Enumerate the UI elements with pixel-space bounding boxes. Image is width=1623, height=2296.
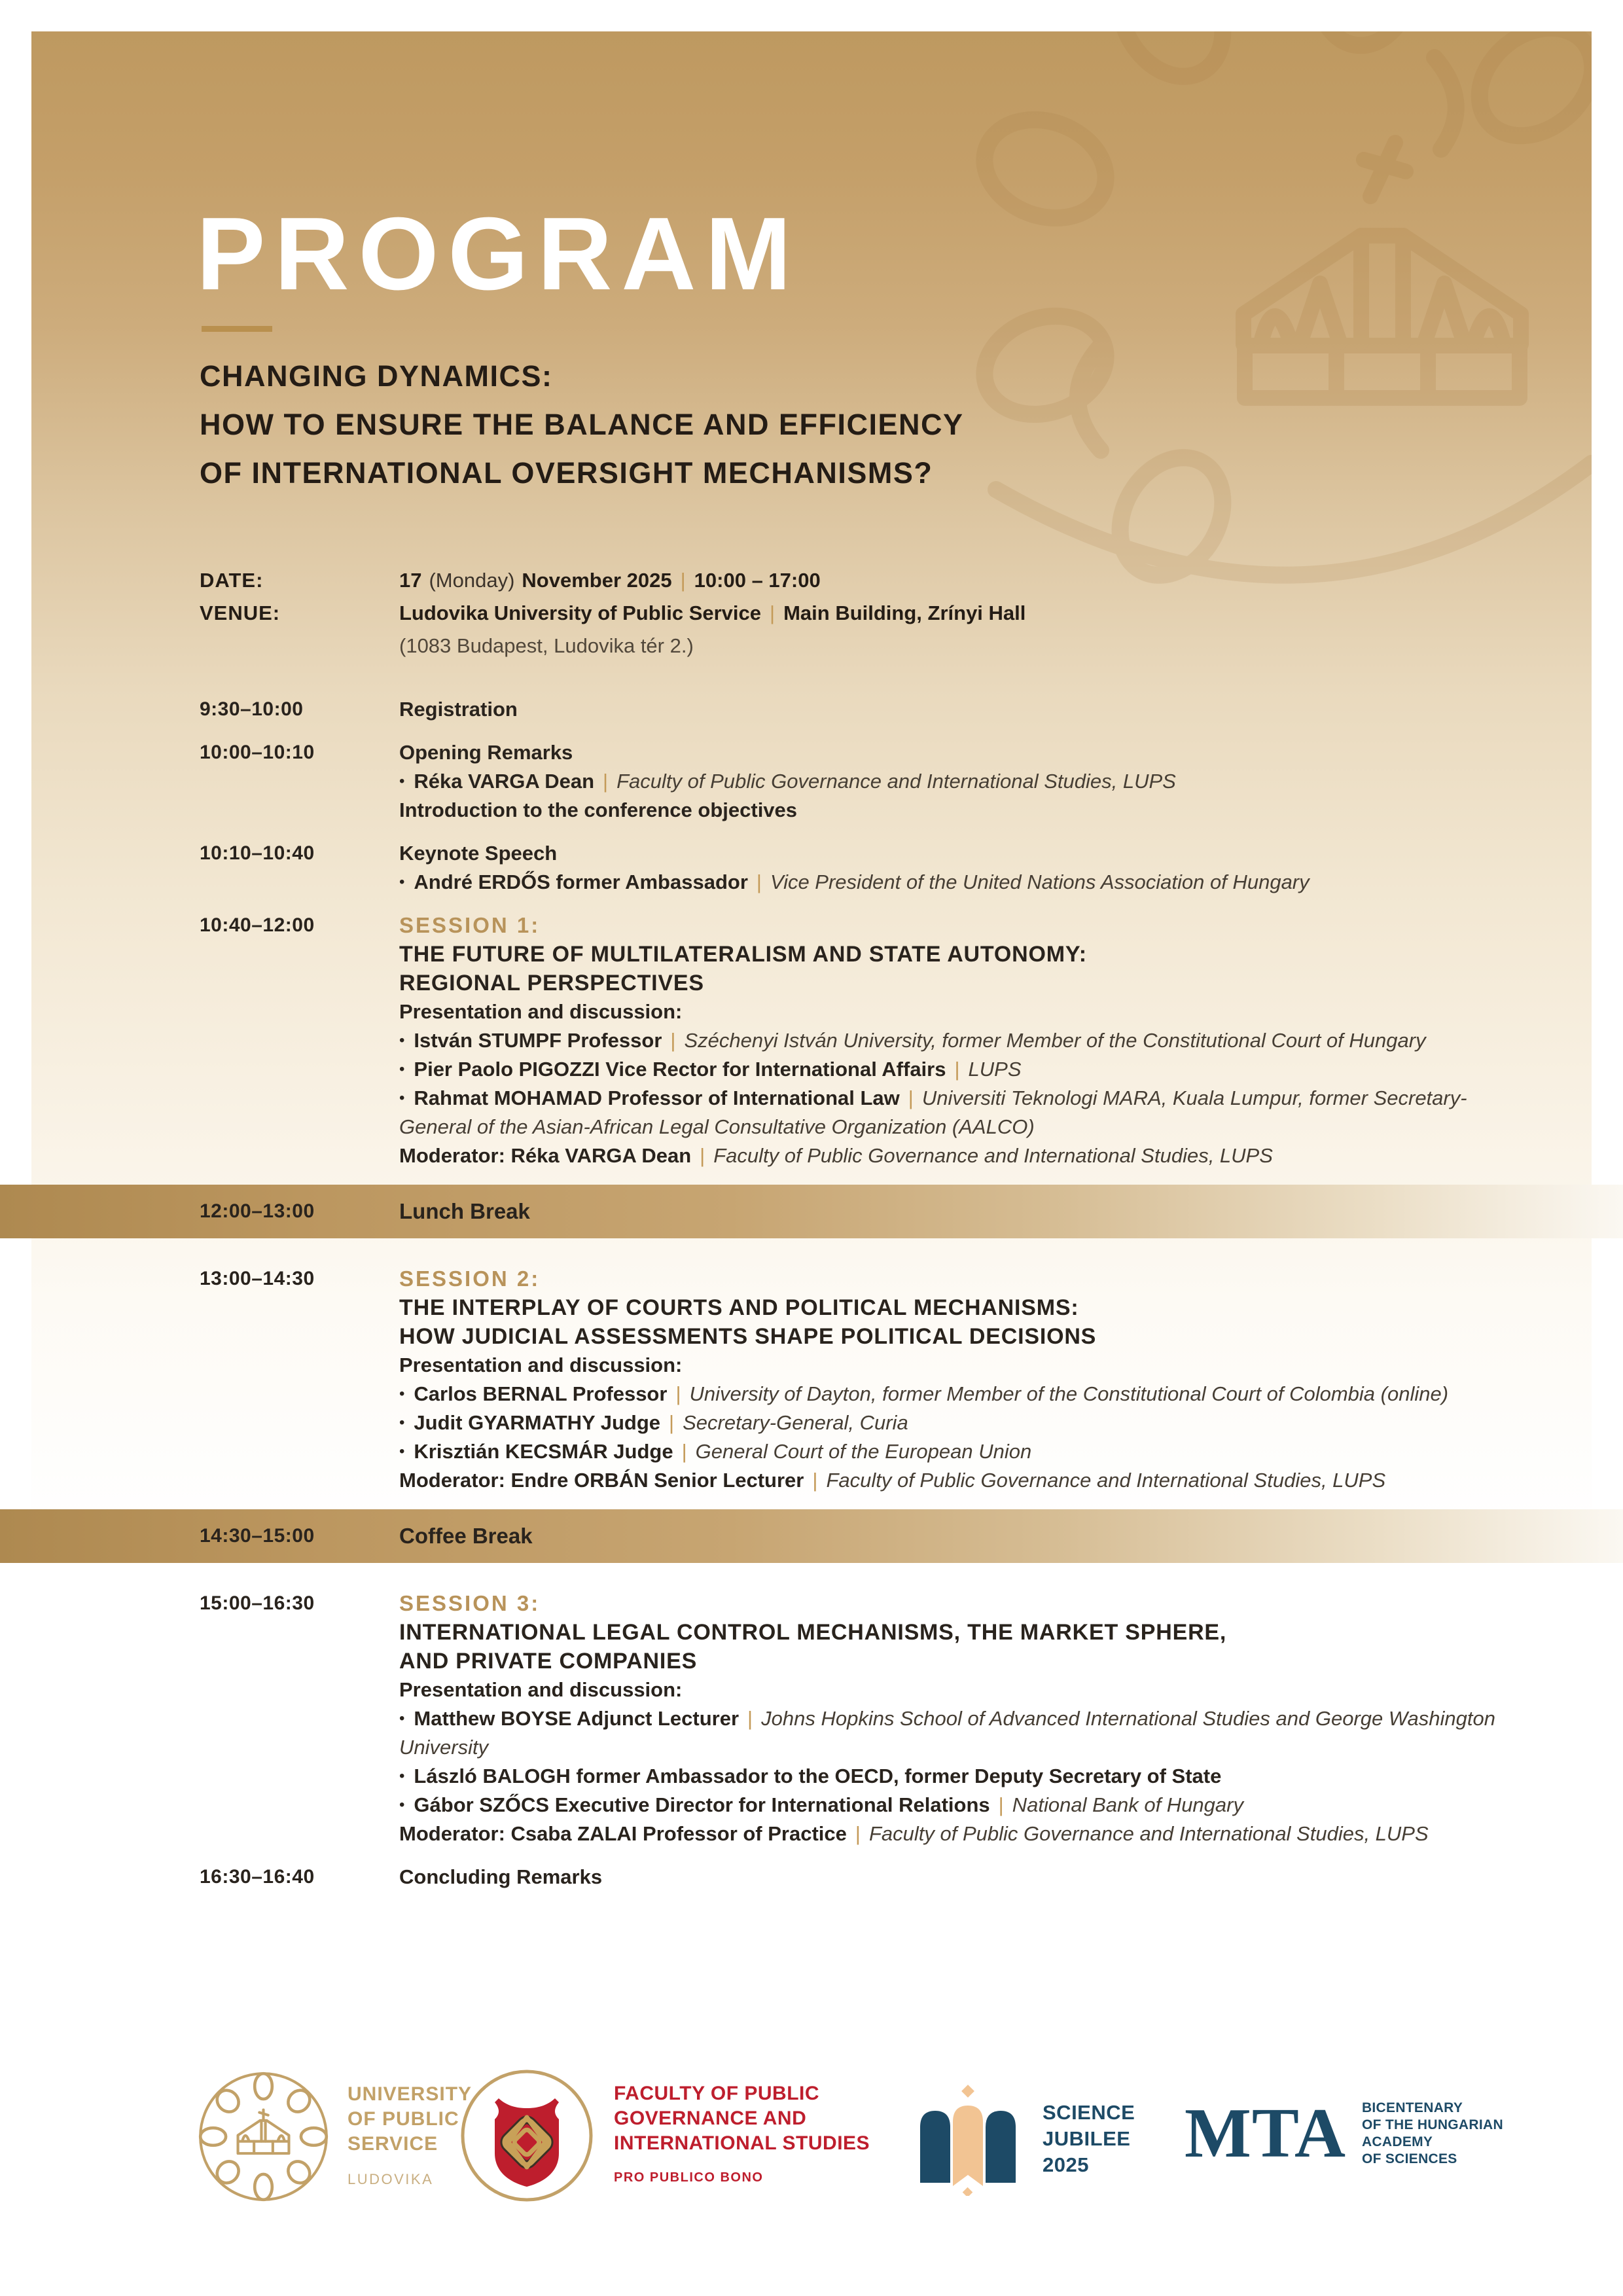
science-jubilee-text <box>1043 2100 1135 2178</box>
schedule-row <box>0 1863 1623 1892</box>
separator-pipe: | <box>680 569 686 592</box>
separator-pipe: | <box>669 1411 675 1434</box>
schedule-time: 9:30–10:00 <box>200 698 304 720</box>
bullet-icon: • <box>399 1060 405 1078</box>
date-hours: 10:00 – 17:00 <box>694 569 821 592</box>
separator-pipe: | <box>756 870 762 893</box>
schedule-content <box>399 1589 1590 1848</box>
separator-pipe: | <box>998 1793 1004 1816</box>
schedule <box>0 695 1623 1906</box>
band-title: Lunch Break <box>399 1198 530 1223</box>
schedule-item-title: Registration <box>399 698 518 721</box>
speaker-name-role: Gábor SZŐCS Executive Director for International Relations <box>414 1793 990 1816</box>
date-label: DATE: <box>200 569 264 592</box>
faculty-logo-icon <box>458 2067 596 2204</box>
speaker-affiliation: Secretary-General, Curia <box>683 1411 908 1434</box>
venue-value <box>399 597 1026 662</box>
logo-text-sub: PRO PUBLICO BONO <box>614 2170 764 2185</box>
date-month: November 2025 <box>522 569 672 592</box>
band-title: Coffee Break <box>399 1523 533 1548</box>
schedule-line <box>399 1676 1512 1704</box>
venue-row <box>200 597 1026 662</box>
speaker-name-role: László BALOGH former Ambassador to the OECD, former Deputy Secretary of State <box>414 1765 1222 1787</box>
bullet-icon: • <box>399 1767 405 1785</box>
logo-text-line: BICENTENARY <box>1361 2100 1463 2115</box>
logo-text-line: OF PUBLIC <box>348 2108 459 2130</box>
schedule-row <box>0 911 1623 1170</box>
ludovika-university-logo <box>196 2070 472 2204</box>
logo-text-sub: LUDOVIKA <box>348 2170 434 2187</box>
schedule-content <box>399 695 1590 724</box>
bullet-icon: • <box>399 1710 405 1727</box>
speaker-name-role: Réka VARGA Dean <box>414 770 595 793</box>
schedule-time: 10:10–10:40 <box>200 842 315 864</box>
science-jubilee-icon <box>911 2081 1026 2196</box>
schedule-content <box>399 911 1590 1170</box>
speaker-name-role: Rahmat MOHAMAD Professor of International Law <box>414 1086 900 1109</box>
separator-pipe: | <box>855 1822 861 1845</box>
logo-text-line: OF THE HUNGARIAN <box>1361 2117 1503 2132</box>
schedule-line <box>399 1084 1512 1141</box>
speaker-name-role: Pier Paolo PIGOZZI Vice Rector for International Affairs <box>414 1058 946 1081</box>
session-heading: HOW JUDICIAL ASSESSMENTS SHAPE POLITICAL DECISIONS <box>399 1324 1097 1349</box>
venue-name: Ludovika University of Public Service <box>399 601 762 624</box>
speaker-affiliation: Universiti Teknologi MARA, Kuala Lumpur, former Secretary-General of the Asian-African Legal Consultative Organization (AALCO) <box>399 1086 1467 1138</box>
speaker-affiliation: Johns Hopkins School of Advanced International Studies and George Washington University <box>399 1707 1495 1759</box>
speaker-name-role: Moderator: Csaba ZALAI Professor of Practice <box>399 1822 847 1845</box>
schedule-item-title: Concluding Remarks <box>399 1865 603 1888</box>
schedule-time: 15:00–16:30 <box>200 1592 315 1614</box>
date-day: 17 <box>399 569 422 592</box>
schedule-content <box>399 738 1590 825</box>
mta-wordmark: MTA <box>1185 2094 1346 2172</box>
speaker-affiliation: LUPS <box>968 1058 1022 1081</box>
title-underline <box>202 326 272 332</box>
schedule-row <box>0 839 1623 897</box>
ludovika-logo-icon <box>196 2070 330 2204</box>
separator-pipe: | <box>812 1469 818 1492</box>
schedule-content <box>399 839 1590 897</box>
speaker-name-role: Judit GYARMATHY Judge <box>414 1411 661 1434</box>
logo-text-line: SERVICE <box>348 2132 438 2155</box>
logo-text-line: JUBILEE <box>1043 2126 1131 2150</box>
date-weekday: (Monday) <box>429 569 515 592</box>
speaker-affiliation: University of Dayton, former Member of the Constitutional Court of Colombia (online) <box>689 1382 1449 1405</box>
logo-text-line: INTERNATIONAL STUDIES <box>614 2132 870 2154</box>
schedule-content <box>399 1265 1590 1495</box>
schedule-band-content <box>399 1522 1590 1551</box>
schedule-item-title: Keynote Speech <box>399 842 558 865</box>
schedule-line <box>399 1704 1512 1762</box>
separator-pipe: | <box>908 1086 914 1109</box>
speaker-affiliation: Vice President of the United Nations Association of Hungary <box>770 870 1310 893</box>
schedule-band-content <box>399 1197 1590 1227</box>
schedule-time: 12:00–13:00 <box>200 1200 315 1222</box>
speaker-affiliation: National Bank of Hungary <box>1012 1793 1243 1816</box>
session-heading: INTERNATIONAL LEGAL CONTROL MECHANISMS, THE MARKET SPHERE, <box>399 1620 1227 1645</box>
logo-text-line: SCIENCE <box>1043 2100 1135 2124</box>
separator-pipe: | <box>670 1029 676 1052</box>
session-label: SESSION 2: <box>399 1266 541 1291</box>
bullet-icon: • <box>399 873 405 891</box>
speaker-name-role: Matthew BOYSE Adjunct Lecturer <box>414 1707 740 1730</box>
bullet-icon: • <box>399 1443 405 1460</box>
separator-pipe: | <box>770 601 776 624</box>
logo-text-line: UNIVERSITY <box>348 2083 473 2105</box>
mta-logo-text <box>1362 2100 1503 2168</box>
event-meta <box>200 564 1026 662</box>
schedule-line <box>399 767 1512 796</box>
ludovika-logo-text <box>348 2082 472 2192</box>
separator-pipe: | <box>675 1382 681 1405</box>
schedule-line <box>399 1762 1512 1791</box>
schedule-item-title: Opening Remarks <box>399 741 573 764</box>
separator-pipe: | <box>603 770 609 793</box>
subtitle-line: HOW TO ENSURE THE BALANCE AND EFFICIENCY <box>200 408 964 441</box>
speaker-affiliation: Faculty of Public Governance and International Studies, LUPS <box>868 1822 1429 1845</box>
speaker-name-role: Presentation and discussion: <box>399 1678 683 1701</box>
schedule-band-row <box>0 1509 1623 1563</box>
venue-label: VENUE: <box>200 601 281 624</box>
schedule-row <box>0 738 1623 825</box>
speaker-name-role: Carlos BERNAL Professor <box>414 1382 668 1405</box>
speaker-name-role: Presentation and discussion: <box>399 1354 683 1376</box>
speaker-affiliation: Faculty of Public Governance and International Studies, LUPS <box>616 770 1176 793</box>
logo-text-line: ACADEMY <box>1361 2134 1433 2149</box>
schedule-line <box>399 1408 1512 1437</box>
page-title: PROGRAM <box>196 196 801 312</box>
session-heading: THE INTERPLAY OF COURTS AND POLITICAL MECHANISMS: <box>399 1295 1079 1320</box>
faculty-logo <box>458 2067 870 2204</box>
schedule-band-row <box>0 1185 1623 1238</box>
schedule-time: 16:30–16:40 <box>200 1866 315 1888</box>
session-heading: AND PRIVATE COMPANIES <box>399 1649 698 1674</box>
speaker-affiliation: Faculty of Public Governance and International Studies, LUPS <box>713 1144 1273 1167</box>
faculty-logo-text <box>614 2081 870 2190</box>
separator-pipe: | <box>747 1707 753 1730</box>
subtitle-line: CHANGING DYNAMICS: <box>200 359 553 393</box>
schedule-line <box>399 1466 1512 1495</box>
bullet-icon: • <box>399 1385 405 1403</box>
speaker-affiliation: Széchenyi István University, former Member of the Constitutional Court of Hungary <box>684 1029 1426 1052</box>
schedule-line <box>399 1351 1512 1380</box>
speaker-affiliation: Faculty of Public Governance and International Studies, LUPS <box>826 1469 1386 1492</box>
conference-subtitle <box>200 352 964 497</box>
schedule-time: 10:40–12:00 <box>200 914 315 936</box>
session-heading: REGIONAL PERSPECTIVES <box>399 971 704 996</box>
venue-hall: Main Building, Zrínyi Hall <box>783 601 1026 624</box>
schedule-row <box>0 1589 1623 1848</box>
date-row <box>200 564 1026 597</box>
schedule-line <box>399 1820 1512 1848</box>
logo-text-line: 2025 <box>1043 2153 1089 2176</box>
bullet-icon: • <box>399 1031 405 1049</box>
bullet-icon: • <box>399 1414 405 1431</box>
separator-pipe: | <box>954 1058 960 1081</box>
venue-line <box>399 597 1026 630</box>
logo-text-line: GOVERNANCE AND <box>614 2108 807 2129</box>
bullet-icon: • <box>399 1796 405 1814</box>
schedule-content <box>399 1863 1590 1892</box>
bullet-icon: • <box>399 1089 405 1107</box>
speaker-name-role: Moderator: Endre ORBÁN Senior Lecturer <box>399 1469 804 1492</box>
crown-ornament-watermark <box>937 31 1592 686</box>
speaker-name-role: Krisztián KECSMÁR Judge <box>414 1440 673 1463</box>
bullet-icon: • <box>399 772 405 790</box>
schedule-row <box>0 695 1623 724</box>
mta-logo <box>1185 2094 1503 2172</box>
schedule-line <box>399 1380 1512 1408</box>
separator-pipe: | <box>681 1440 687 1463</box>
science-jubilee-logo <box>911 2081 1135 2196</box>
speaker-name-role: Introduction to the conference objectives <box>399 798 798 821</box>
speaker-name-role: István STUMPF Professor <box>414 1029 662 1052</box>
venue-address: (1083 Budapest, Ludovika tér 2.) <box>399 634 694 657</box>
speaker-name-role: Moderator: Réka VARGA Dean <box>399 1144 692 1167</box>
separator-pipe: | <box>700 1144 705 1167</box>
subtitle-line: OF INTERNATIONAL OVERSIGHT MECHANISMS? <box>200 456 933 490</box>
speaker-name-role: Presentation and discussion: <box>399 1000 683 1023</box>
schedule-line <box>399 868 1512 897</box>
session-heading: THE FUTURE OF MULTILATERALISM AND STATE AUTONOMY: <box>399 942 1087 967</box>
speaker-name-role: André ERDŐS former Ambassador <box>414 870 748 893</box>
schedule-line <box>399 1141 1512 1170</box>
schedule-line <box>399 1437 1512 1466</box>
schedule-line <box>399 796 1512 825</box>
schedule-time: 13:00–14:30 <box>200 1268 315 1289</box>
schedule-row <box>0 1265 1623 1495</box>
date-value <box>399 564 821 597</box>
schedule-line <box>399 997 1512 1026</box>
speaker-affiliation: General Court of the European Union <box>695 1440 1032 1463</box>
logo-text-line: OF SCIENCES <box>1361 2151 1457 2166</box>
session-label: SESSION 3: <box>399 1591 541 1615</box>
schedule-line <box>399 1791 1512 1820</box>
schedule-time: 14:30–15:00 <box>200 1525 315 1547</box>
schedule-line <box>399 1055 1512 1084</box>
schedule-time: 10:00–10:10 <box>200 742 315 763</box>
schedule-line <box>399 1026 1512 1055</box>
session-label: SESSION 1: <box>399 913 541 937</box>
logo-text-line: FACULTY OF PUBLIC <box>614 2083 820 2104</box>
